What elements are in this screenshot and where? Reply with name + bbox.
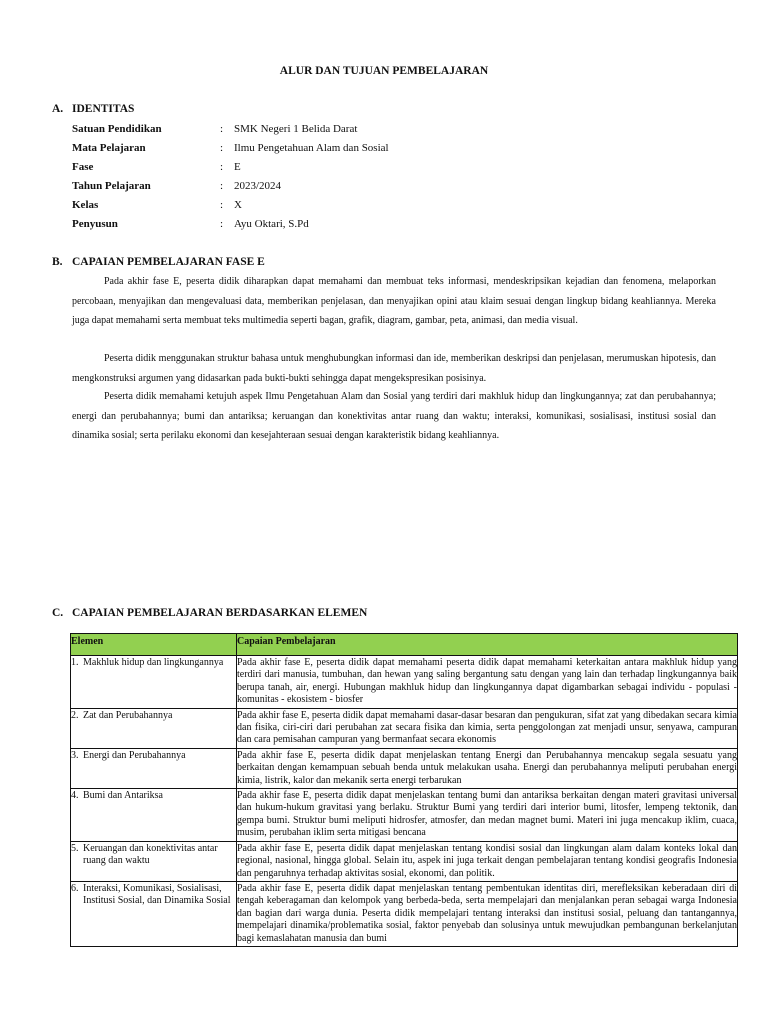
section-b-heading [52,256,265,268]
identity-row-mapel [72,142,732,158]
identity-label: Kelas [72,199,99,211]
section-c-heading [52,607,367,619]
elemen-name: Interaksi, Komunikasi, Sosialisasi, Institusi Sosial, dan Dinamika Sosial [83,882,231,907]
identity-label: Penyusun [72,218,118,230]
identity-row-penyusun [72,218,732,234]
identity-colon: : [220,123,224,135]
elemen-cell [71,881,237,946]
paragraph-1: Pada akhir fase E, peserta didik diharapkan dapat memahami dan membuat teks informasi, mendeskripsikan kejadian dan fenomena, melaporkan percobaan, menyajikan dan mengevaluasi data, memberikan penjelasan, dan menyajikan opini atau klaim sesuai dengan lingkup bidang keahliannya. Mereka juga dapat memahami serta membuat teks multimedia seperti bagan, grafik, diagram, gambar, peta, animasi, dan media visual. [72,276,716,326]
identity-value: E [234,161,241,173]
identity-value: SMK Negeri 1 Belida Darat [234,123,358,135]
identity-label: Mata Pelajaran [72,142,146,154]
capaian-cell: Pada akhir fase E, peserta didik dapat menjelaskan tentang bumi dan antariksa berkaitan dengan materi gravitasi universal dan hukum-hukum gravitasi yang berlaku. Struktur Bumi yang terdiri dari interior bumi, litosfer, lempeng tektonik, dan gempa bumi. Struktur bumi meliputi hidrosfer, atmosfer, dan medan magnet bumi. Materi ini juga mencakup iklim, cuaca, musim, perubahan iklim serta mitigasi bencana [237,789,738,842]
table-row [71,841,738,881]
elemen-cell [71,789,237,842]
paragraph-3: Peserta didik memahami ketujuh aspek Ilmu Pengetahuan Alam dan Sosial yang terdiri dari makhluk hidup dan lingkungannya; zat dan perubahannya; energi dan perubahannya; bumi dan antariksa; keruangan dan konektivitas antar ruang dan waktu; interaksi, komunikasi, sosialisasi, institusi sosial dan dinamika sosial; serta perilaku ekonomi dan kesejahteraan sesuai dengan karakteristik bidang keahliannya. [72,391,716,441]
capaian-cell: Pada akhir fase E, peserta didik dapat menjelaskan tentang kondisi sosial dan lingkungan alam dalam konteks lokal dan regional, nasional, hingga global. Selain itu, aspek ini juga terkait dengan pembelajaran tentang kondisi geografis Indonesia dan pengaruhnya terhadap aktivitas sosial, ekonomi, dan politik. [237,841,738,881]
table-row [71,708,738,748]
section-b-number: B. [52,256,63,268]
capaian-cell: Pada akhir fase E, peserta didik dapat menjelaskan tentang Energi dan Perubahannya mencakup segala sesuatu yang berkaitan dengan kemampuan sebuah benda untuk melakukan usaha. Energi dan perubahannya meliputi perubahan energi kimia, listrik, kalor dan mekanik serta energi terbarukan [237,748,738,788]
row-number: 5. [71,842,79,854]
section-a-title: IDENTITAS [72,103,135,115]
section-c-number: C. [52,607,64,619]
capaian-cell: Pada akhir fase E, peserta didik dapat memahami dasar-dasar besaran dan pengukuran, sifat zat yang dibedakan secara kimia dan fisika, ciri-ciri dari perubahan zat secara fisika dan kimia, serta penggolongan zat menjadi unsur, senyawa, campuran dan cara pemisahan campuran yang bermanfaat secara ekonomis [237,708,738,748]
identity-colon: : [220,180,224,192]
identity-value: Ayu Oktari, S.Pd [234,218,309,230]
elemen-name: Keruangan dan konektivitas antar ruang dan waktu [83,842,218,867]
identity-colon: : [220,161,224,173]
identity-value: 2023/2024 [234,180,282,192]
header-capaian: Capaian Pembelajaran [237,634,738,656]
identity-label: Satuan Pendidikan [72,123,162,135]
identity-row-kelas [72,199,732,215]
identity-row-fase [72,161,732,177]
identity-label: Tahun Pelajaran [72,180,151,192]
elemen-cell [71,708,237,748]
table-row [71,748,738,788]
section-c-title: CAPAIAN PEMBELAJARAN BERDASARKAN ELEMEN [72,607,368,619]
identity-value: Ilmu Pengetahuan Alam dan Sosial [234,142,389,154]
elemen-name: Energi dan Perubahannya [83,749,186,761]
identity-row-satuan [72,123,732,139]
paragraph-2: Peserta didik menggunakan struktur bahasa untuk menghubungkan informasi dan ide, memberikan deskripsi dan penjelasan, merumuskan hipotesis, dan mengkonstruksi argumen yang didasarkan pada bukti-bukti sehingga dapat mengekspresikan posisinya. [72,353,716,384]
identity-row-tahun [72,180,732,196]
identity-label: Fase [72,161,94,173]
header-elemen: Elemen [71,634,237,656]
elemen-name: Zat dan Perubahannya [83,709,173,721]
row-number: 3. [71,749,79,761]
table-row [71,881,738,946]
table-header-row [71,634,738,656]
identity-colon: : [220,218,224,230]
row-number: 4. [71,790,79,802]
identity-colon: : [220,142,224,154]
capaian-cell: Pada akhir fase E, peserta didik dapat memahami peserta didik dapat memahami keterkaitan antara makhluk hidup yang terdiri dari manusia, tumbuhan, dan hewan yang saling bergantung satu dengan yang lain dan terhadap lingkungannya baik berupa tanah, air, energi. Hubungan makhluk hidup dan lingkungannya dapat digambarkan sebagai individu - populasi - komunitas - ekosistem - biosfer [237,656,738,709]
section-a-number: A. [52,103,64,115]
capaian-cell: Pada akhir fase E, peserta didik dapat menjelaskan tentang pembentukan identitas diri, merefleksikan keberadaan diri di tengah keberagaman dan kelompok yang berbeda-beda, serta mempelajari dan menjalankan peran sebagai warga Indonesia dan bagian dari warga dunia. Peserta didik mempelajari tentang interaksi dan institusi sosial, peluang dan tantangannya, mempelajari dinamika/problematika sosial, faktor penyebab dan solusinya untuk mewujudkan pembangunan berkelanjutan bagi kemaslahatan manusia dan bumi [237,881,738,946]
identity-value: X [234,199,242,211]
row-number: 1. [71,657,79,668]
elemen-name: Bumi dan Antariksa [83,790,163,802]
section-a-heading [52,103,134,115]
elemen-cell [71,841,237,881]
row-number: 6. [71,882,79,894]
row-number: 2. [71,709,79,721]
page-title: ALUR DAN TUJUAN PEMBELAJARAN [279,65,489,77]
table-row [71,656,738,709]
capaian-table [70,633,738,947]
elemen-cell [71,748,237,788]
elemen-name: Makhluk hidup dan lingkungannya [83,657,224,668]
elemen-cell [71,656,237,709]
section-b-title: CAPAIAN PEMBELAJARAN FASE E [72,256,265,268]
table-row [71,789,738,842]
identity-colon: : [220,199,224,211]
